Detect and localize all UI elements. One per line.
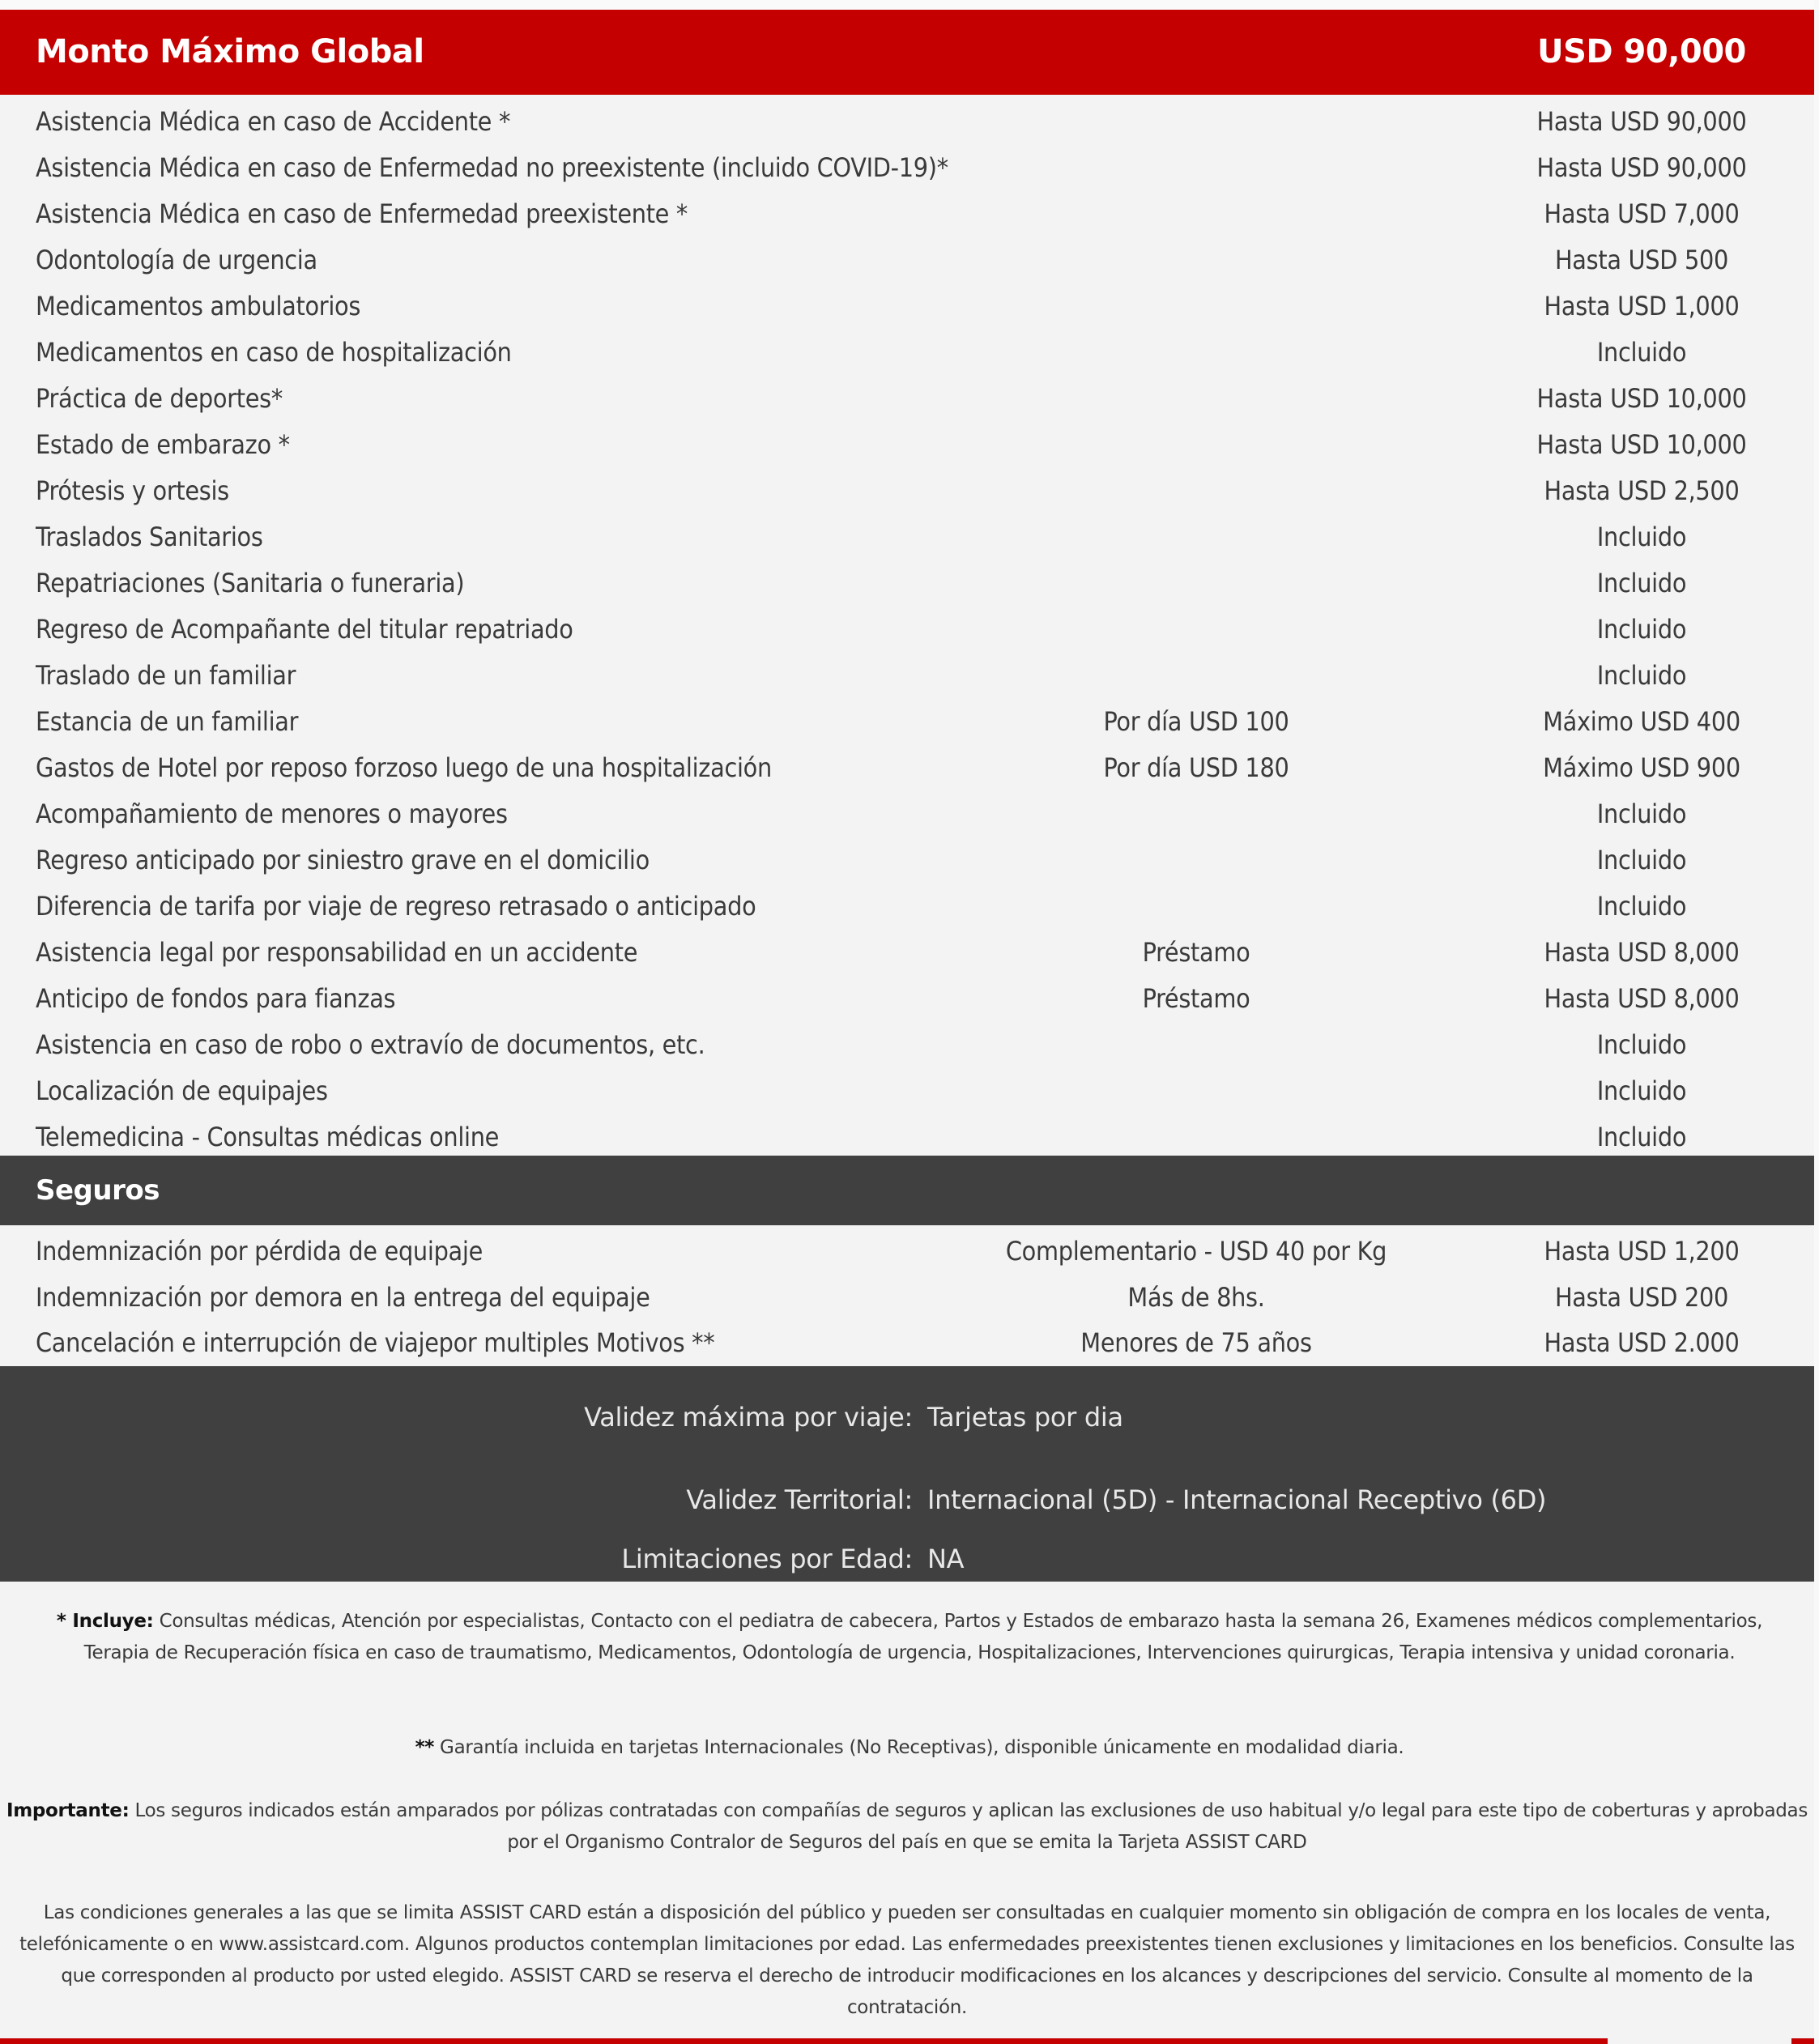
benefit-limit: Hasta USD 10,000: [1536, 429, 1747, 460]
benefit-limit: Incluido: [1596, 1075, 1687, 1106]
benefit-name: Medicamentos ambulatorios: [36, 291, 361, 322]
benefit-limit: Hasta USD 8,000: [1544, 937, 1740, 968]
benefit-name: Estancia de un familiar: [36, 706, 299, 737]
benefit-limit: Incluido: [1596, 891, 1687, 922]
benefit-detail: Préstamo: [1142, 937, 1250, 968]
validity-row-territorial: [0, 1480, 1814, 1520]
footnote-important-text: Los seguros indicados están amparados por pólizas contratadas con compañías de seguros y aplican las exclusiones de uso habitual y/o legal para este tipo de coberturas y aprobadas por el Organismo Contralor de Seguros del país en que se emita la Tarjeta ASSIST CARD: [134, 1800, 1808, 1853]
benefit-name: Asistencia Médica en caso de Enfermedad no preexistente (incluido COVID-19)*: [36, 152, 948, 183]
benefit-row: [0, 930, 1814, 976]
benefit-row: [0, 330, 1814, 376]
insurance-name: Indemnización por demora en la entrega del equipaje: [36, 1282, 650, 1313]
benefit-name: Localización de equipajes: [36, 1075, 328, 1106]
benefit-name: Telemedicina - Consultas médicas online: [36, 1122, 500, 1152]
footnote-guarantee: [8, 1732, 1811, 1764]
benefit-limit: Máximo USD 400: [1543, 706, 1740, 737]
benefit-limit: Hasta USD 2,500: [1544, 475, 1740, 506]
footnote-important: [3, 1795, 1811, 1859]
benefit-detail: Préstamo: [1142, 983, 1250, 1014]
benefit-row: [0, 699, 1814, 745]
benefit-row: [0, 422, 1814, 468]
validity-label: Limitaciones por Edad:: [621, 1544, 913, 1574]
header-title: Monto Máximo Global: [36, 33, 424, 70]
insurance-section-header: [0, 1156, 1814, 1225]
benefit-row: [0, 653, 1814, 699]
benefit-limit: Incluido: [1596, 1029, 1687, 1060]
benefit-row: [0, 745, 1814, 791]
benefit-limit: Hasta USD 8,000: [1544, 983, 1740, 1014]
validity-value: Internacional (5D) - Internacional Receptivo (6D): [927, 1484, 1547, 1515]
benefit-name: Acompañamiento de menores o mayores: [36, 798, 508, 829]
benefit-limit: Incluido: [1596, 1122, 1687, 1152]
benefit-name: Estado de embarazo *: [36, 429, 290, 460]
validity-box: [0, 1366, 1814, 1582]
benefit-row: [0, 283, 1814, 330]
insurance-detail: Menores de 75 años: [1080, 1327, 1312, 1358]
validity-value: NA: [927, 1544, 965, 1574]
validity-value: Tarjetas por dia: [927, 1402, 1123, 1433]
benefit-name: Traslados Sanitarios: [36, 522, 263, 552]
global-max-amount-header: [0, 10, 1814, 95]
benefit-name: Asistencia Médica en caso de Enfermedad preexistente *: [36, 198, 688, 229]
footnote-conditions: [3, 1897, 1811, 2024]
benefit-name: Práctica de deportes*: [36, 383, 283, 414]
benefit-limit: Incluido: [1596, 522, 1687, 552]
benefit-limit: Hasta USD 10,000: [1536, 383, 1747, 414]
benefit-name: Asistencia en caso de robo o extravío de documentos, etc.: [36, 1029, 705, 1060]
footnote-guarantee-label: **: [415, 1737, 435, 1758]
insurance-name: Indemnización por pérdida de equipaje: [36, 1236, 484, 1267]
benefit-name: Repatriaciones (Sanitaria o funeraria): [36, 568, 465, 598]
insurance-limit: Hasta USD 2.000: [1544, 1327, 1740, 1358]
top-strip: [0, 0, 1819, 10]
benefit-row: [0, 1068, 1814, 1114]
benefit-limit: Hasta USD 7,000: [1544, 198, 1740, 229]
benefit-name: Diferencia de tarifa por viaje de regreso retrasado o anticipado: [36, 891, 756, 922]
insurance-row: [0, 1229, 1814, 1275]
header-amount: USD 90,000: [1537, 33, 1746, 70]
footnote-includes-label: * Incluye:: [56, 1611, 154, 1632]
benefit-limit: Hasta USD 1,000: [1544, 291, 1740, 322]
insurance-name: Cancelación e interrupción de viajepor multiples Motivos **: [36, 1327, 715, 1358]
insurance-limit: Hasta USD 1,200: [1544, 1236, 1740, 1267]
benefit-limit: Hasta USD 90,000: [1536, 106, 1747, 137]
benefit-detail: Por día USD 100: [1103, 706, 1289, 737]
benefit-limit: Hasta USD 500: [1554, 245, 1729, 275]
footnote-conditions-text: Las condiciones generales a las que se limita ASSIST CARD están a disposición del público y pueden ser consultadas en cualquier momento sin obligación de compra en los locales de venta, telefónicamente o en www.assistcard.com. Algunos productos contemplan limitaciones por edad. Las enfermedades preexistentes tienen exclusiones y limitaciones en los beneficios. Consulte las que corresponden al producto por usted elegido. ASSIST CARD se reserva el derecho de introducir modificaciones en los alcances y descripciones del servicio. Consulte al momento de la contratación.: [19, 1902, 1795, 2018]
benefit-name: Asistencia legal por responsabilidad en un accidente: [36, 937, 638, 968]
insurance-detail: Más de 8hs.: [1127, 1282, 1265, 1313]
benefit-name: Regreso anticipado por siniestro grave en el domicilio: [36, 845, 650, 875]
benefit-row: [0, 560, 1814, 607]
validity-label: Validez máxima por viaje:: [584, 1402, 913, 1433]
benefit-limit: Incluido: [1596, 614, 1687, 645]
benefit-row: [0, 837, 1814, 884]
benefit-detail: Por día USD 180: [1103, 752, 1289, 783]
benefit-name: Gastos de Hotel por reposo forzoso luego de una hospitalización: [36, 752, 772, 783]
benefit-limit: Hasta USD 90,000: [1536, 152, 1747, 183]
benefit-limit: Incluido: [1596, 660, 1687, 691]
benefit-row: [0, 1022, 1814, 1068]
footnote-includes: [8, 1606, 1811, 1669]
footnote-includes-text: Consultas médicas, Atención por especialistas, Contacto con el pediatra de cabecera, Partos y Estados de embarazo hasta la semana 26, Examenes médicos complementarios, Terapia de Recuperación física en caso de traumatismo, Medicamentos, Odontología de urgencia, Hospitalizaciones, Intervenciones quirurgicas, Terapia intensiva y unidad coronaria.: [83, 1611, 1763, 1663]
validity-label: Validez Territorial:: [686, 1484, 913, 1515]
benefit-limit: Incluido: [1596, 845, 1687, 875]
benefit-row: [0, 607, 1814, 653]
footnote-guarantee-text: Garantía incluida en tarjetas Internacionales (No Receptivas), disponible únicamente en modalidad diaria.: [440, 1737, 1404, 1758]
benefit-limit: Máximo USD 900: [1543, 752, 1740, 783]
benefit-name: Medicamentos en caso de hospitalización: [36, 337, 512, 368]
benefit-limit: Incluido: [1596, 568, 1687, 598]
benefit-limit: Incluido: [1596, 798, 1687, 829]
benefit-row: [0, 376, 1814, 422]
benefit-name: Regreso de Acompañante del titular repatriado: [36, 614, 573, 645]
benefit-row: [0, 884, 1814, 930]
benefit-name: Anticipo de fondos para fianzas: [36, 983, 396, 1014]
insurance-detail: Complementario - USD 40 por Kg: [1005, 1236, 1387, 1267]
insurance-row: [0, 1320, 1814, 1366]
benefit-row: [0, 791, 1814, 837]
benefit-limit: Incluido: [1596, 337, 1687, 368]
bottom-red-line: [0, 2038, 1608, 2044]
benefit-name: Prótesis y ortesis: [36, 475, 229, 506]
benefit-row: [0, 514, 1814, 560]
benefit-name: Asistencia Médica en caso de Accidente *: [36, 106, 511, 137]
insurance-row: [0, 1275, 1814, 1321]
benefit-name: Traslado de un familiar: [36, 660, 296, 691]
benefit-row: [0, 99, 1814, 145]
right-edge-strip: [1814, 0, 1819, 2044]
insurance-limit: Hasta USD 200: [1554, 1282, 1729, 1313]
benefit-row: [0, 191, 1814, 237]
footnote-important-label: Importante:: [6, 1800, 130, 1821]
benefit-row: [0, 145, 1814, 191]
benefit-row: [0, 237, 1814, 283]
validity-row-max-trip: [0, 1397, 1814, 1437]
benefit-row: [0, 468, 1814, 514]
validity-row-age-limits: [0, 1539, 1814, 1579]
benefit-row: [0, 1114, 1814, 1160]
benefit-row: [0, 976, 1814, 1022]
insurance-section-title: Seguros: [36, 1174, 160, 1207]
benefit-name: Odontología de urgencia: [36, 245, 317, 275]
